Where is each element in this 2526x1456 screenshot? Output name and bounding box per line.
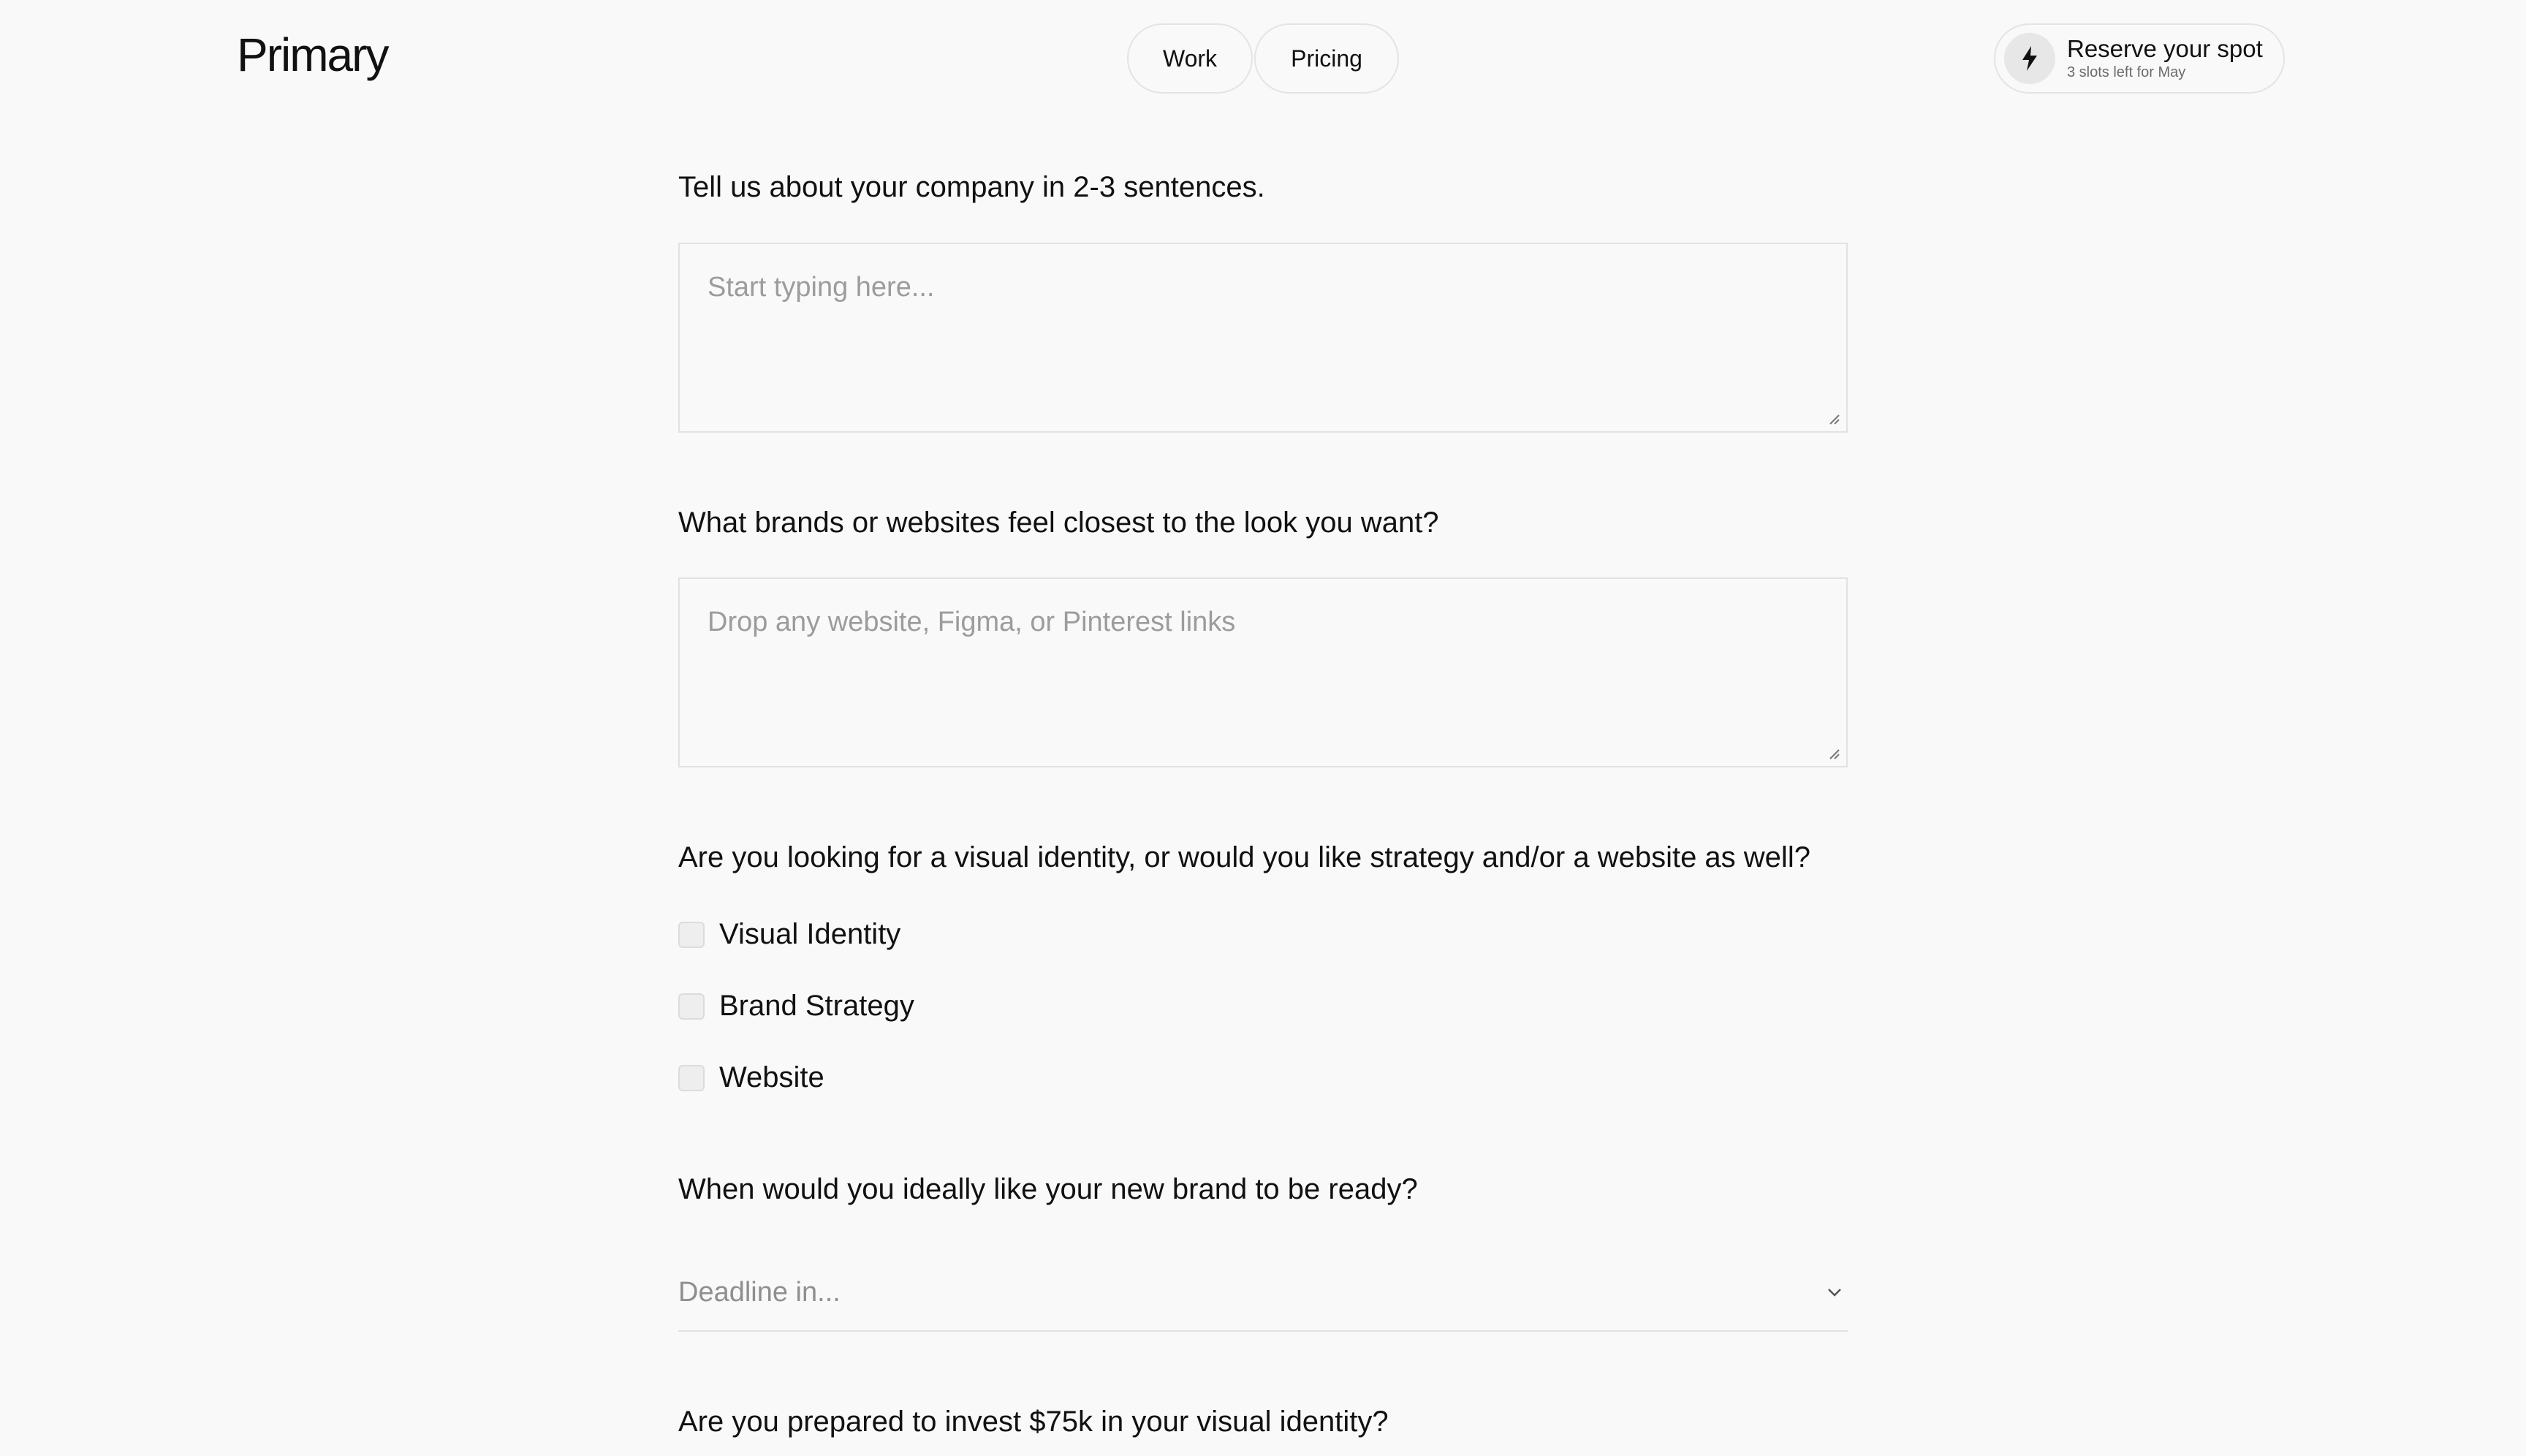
deadline-placeholder: Deadline in...: [678, 1276, 841, 1308]
brand-strategy-label: Brand Strategy: [719, 990, 914, 1022]
deadline-select[interactable]: [678, 1254, 1848, 1332]
option-website[interactable]: [678, 1061, 824, 1094]
brand-strategy-checkbox[interactable]: [678, 993, 705, 1020]
question-budget: Are you prepared to invest $75k in your visual identity?: [678, 1406, 1389, 1438]
brands-textarea-box: [678, 577, 1848, 767]
question-scope: Are you looking for a visual identity, or would you like strategy and/or a website as well?: [678, 841, 1810, 873]
reserve-title: Reserve your spot: [2067, 35, 2263, 62]
reserve-text: [2067, 35, 2263, 82]
nav-work-link[interactable]: Work: [1127, 23, 1253, 94]
reserve-subtitle: 3 slots left for May: [2067, 64, 2186, 80]
question-company: Tell us about your company in 2-3 sentences.: [678, 171, 1265, 203]
resize-handle-icon[interactable]: [1826, 411, 1840, 425]
brands-links-input[interactable]: [680, 579, 1846, 766]
website-label: Website: [719, 1061, 824, 1093]
visual-identity-checkbox[interactable]: [678, 922, 705, 948]
logo[interactable]: Primary: [237, 29, 388, 81]
resize-handle-icon[interactable]: [1826, 746, 1840, 760]
question-deadline: When would you ideally like your new brand to be ready?: [678, 1173, 1418, 1205]
nav-pricing-link[interactable]: Pricing: [1254, 23, 1399, 94]
chevron-down-icon: [1823, 1281, 1846, 1304]
option-brand-strategy[interactable]: [678, 990, 914, 1023]
option-visual-identity[interactable]: [678, 918, 900, 951]
lightning-bolt-icon: [2004, 33, 2055, 84]
company-textarea-box: [678, 243, 1848, 433]
main-nav: [1127, 23, 1399, 94]
question-brands: What brands or websites feel closest to the look you want?: [678, 507, 1439, 539]
website-checkbox[interactable]: [678, 1065, 705, 1091]
reserve-spot-button[interactable]: [1994, 23, 2285, 94]
visual-identity-label: Visual Identity: [719, 918, 901, 950]
company-description-input[interactable]: [680, 244, 1846, 431]
